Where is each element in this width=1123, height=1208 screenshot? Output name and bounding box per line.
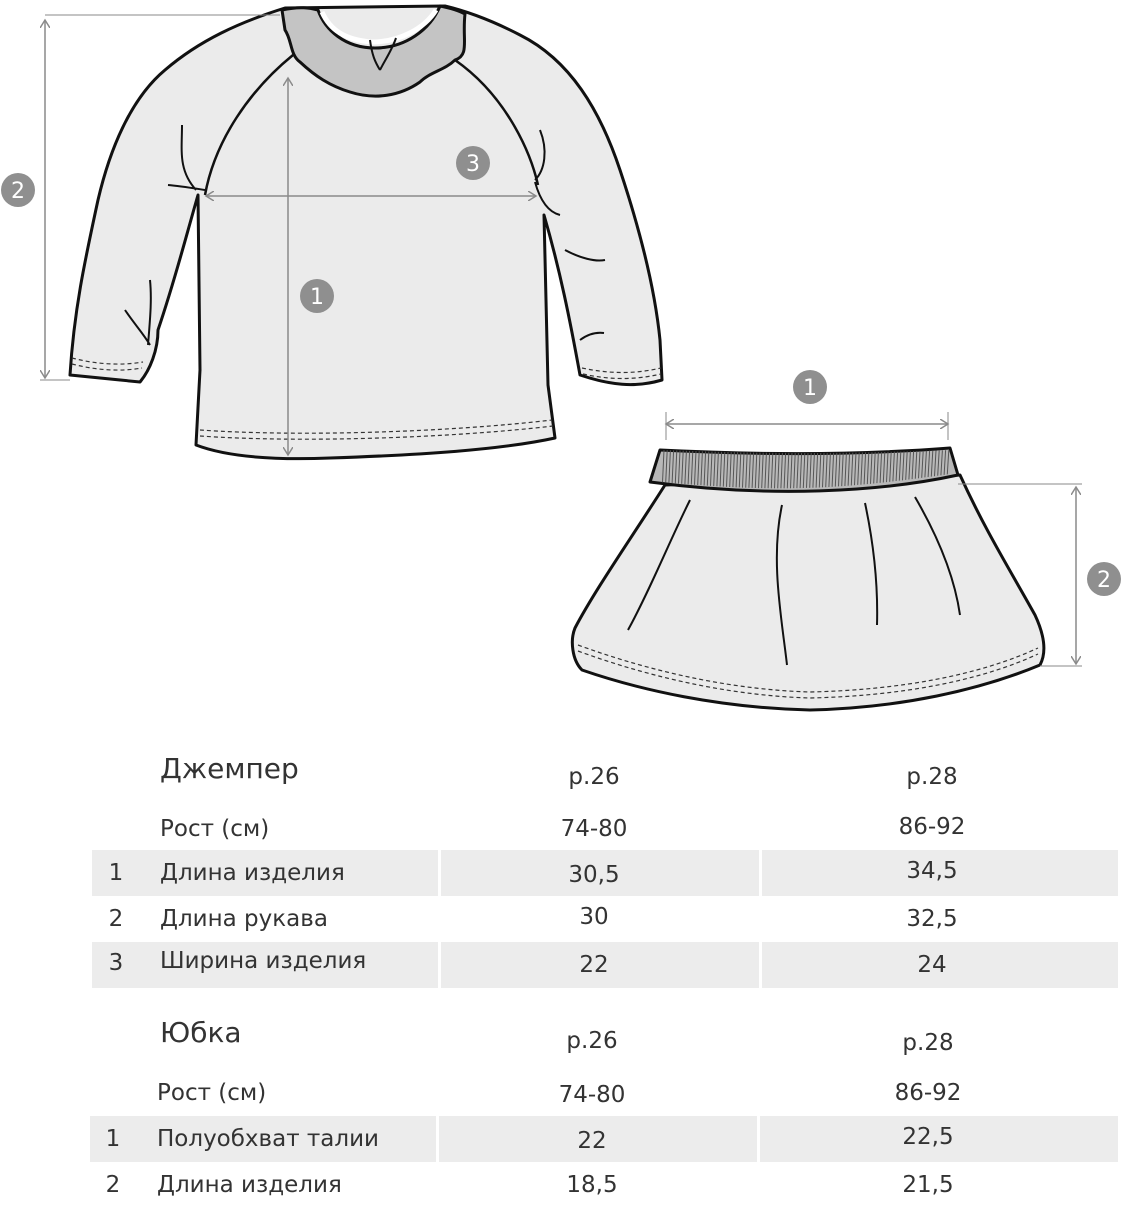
row-label: Ширина изделия [160, 948, 367, 974]
table-row [0, 808, 1123, 854]
row-value-26: 22 [577, 1128, 607, 1154]
svg-text:2: 2 [1097, 568, 1111, 593]
table-row [0, 1072, 1123, 1118]
row-number: 2 [105, 1172, 121, 1198]
row-value-26: 74-80 [560, 816, 628, 842]
table-row [0, 1162, 1123, 1208]
row-value-26: 30,5 [568, 862, 620, 888]
skirt-body [572, 475, 1043, 710]
row-value-28: 86-92 [898, 814, 966, 840]
row-value-26: 18,5 [566, 1172, 618, 1198]
skirt-size-28-header: р.28 [902, 1030, 954, 1056]
row-number: 2 [108, 906, 124, 932]
row-value-28: 32,5 [906, 906, 958, 932]
svg-text:1: 1 [803, 376, 817, 401]
row-label: Рост (см) [160, 816, 270, 842]
row-value-26: 74-80 [558, 1082, 626, 1108]
jumper-size-28-header: р.28 [906, 764, 958, 790]
svg-text:3: 3 [466, 152, 480, 177]
jumper-badge-3 [456, 146, 490, 180]
skirt-badge-1 [793, 370, 827, 404]
jumper-badge-2 [1, 173, 35, 207]
row-label: Рост (см) [157, 1080, 267, 1106]
svg-text:1: 1 [310, 285, 324, 310]
row-value-28: 24 [917, 952, 947, 978]
row-number: 1 [105, 1126, 121, 1152]
skirt-badge-2 [1087, 562, 1121, 596]
row-label: Длина изделия [160, 860, 345, 886]
row-value-28: 21,5 [902, 1172, 954, 1198]
skirt-table-title: Юбка [160, 1016, 242, 1049]
jumper-size-26-header: р.26 [568, 764, 620, 790]
svg-text:2: 2 [11, 179, 25, 204]
table-row [0, 1116, 1123, 1162]
table-row [0, 896, 1123, 942]
row-label: Длина рукава [160, 906, 328, 932]
row-value-26: 22 [579, 952, 609, 978]
jumper-badge-1 [300, 279, 334, 313]
row-value-28: 86-92 [894, 1080, 962, 1106]
row-label: Длина изделия [157, 1172, 342, 1198]
skirt-size-26-header: р.26 [566, 1028, 618, 1054]
jumper-table-title: Джемпер [160, 752, 299, 785]
row-number: 1 [108, 860, 124, 886]
row-label: Полуобхват талии [157, 1126, 379, 1152]
row-value-28: 22,5 [902, 1124, 954, 1150]
jumper-drawing [70, 6, 662, 459]
table-row [0, 942, 1123, 988]
table-row [0, 850, 1123, 896]
skirt-drawing [572, 448, 1043, 710]
row-value-28: 34,5 [906, 858, 958, 884]
row-value-26: 30 [579, 904, 609, 930]
row-number: 3 [108, 950, 124, 976]
